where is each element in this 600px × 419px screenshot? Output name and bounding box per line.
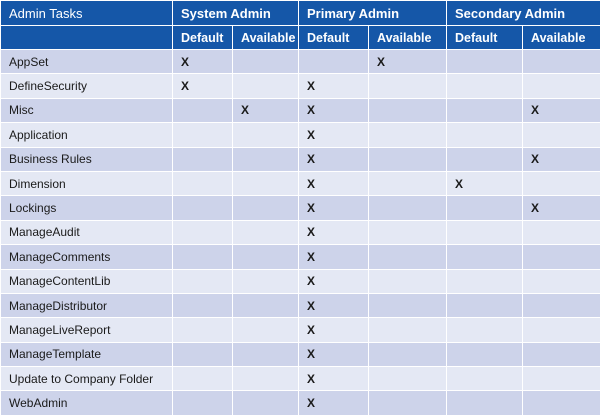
cell-primary-available [369, 342, 447, 366]
task-name: ManageDistributor [1, 293, 173, 317]
cell-primary-default: X [299, 147, 369, 171]
table-body [1, 50, 600, 416]
table-row [1, 367, 600, 391]
cell-primary-available [369, 391, 447, 415]
cell-system-available [233, 220, 299, 244]
table-row [1, 147, 600, 171]
cell-secondary-available: X [523, 196, 600, 220]
cell-system-available [233, 50, 299, 74]
header-primary-default: Default [299, 26, 369, 50]
cell-primary-default: X [299, 196, 369, 220]
table-row [1, 342, 600, 366]
task-name: Application [1, 123, 173, 147]
header-system-default: Default [173, 26, 233, 50]
cell-system-available [233, 269, 299, 293]
cell-secondary-available [523, 123, 600, 147]
cell-system-default [173, 123, 233, 147]
cell-secondary-available: X [523, 98, 600, 122]
header-row-subcolumns [1, 26, 600, 50]
cell-system-available [233, 123, 299, 147]
cell-primary-available [369, 220, 447, 244]
header-blank [1, 26, 173, 50]
table-row [1, 74, 600, 98]
cell-secondary-default [447, 220, 523, 244]
cell-system-default [173, 367, 233, 391]
cell-secondary-default: X [447, 171, 523, 195]
task-name: Lockings [1, 196, 173, 220]
header-system-admin: System Admin [173, 1, 299, 26]
cell-system-default: X [173, 74, 233, 98]
cell-secondary-default [447, 318, 523, 342]
cell-secondary-default [447, 391, 523, 415]
table-row [1, 171, 600, 195]
header-primary-available: Available [369, 26, 447, 50]
task-name: Business Rules [1, 147, 173, 171]
header-system-available: Available [233, 26, 299, 50]
cell-primary-available [369, 293, 447, 317]
cell-primary-available [369, 318, 447, 342]
cell-secondary-default [447, 196, 523, 220]
cell-secondary-available [523, 74, 600, 98]
cell-system-available [233, 342, 299, 366]
cell-primary-available: X [369, 50, 447, 74]
cell-system-available [233, 367, 299, 391]
table-row [1, 245, 600, 269]
cell-primary-default: X [299, 342, 369, 366]
cell-system-default [173, 220, 233, 244]
cell-primary-default: X [299, 220, 369, 244]
cell-primary-default: X [299, 269, 369, 293]
cell-primary-default: X [299, 245, 369, 269]
cell-secondary-available [523, 245, 600, 269]
cell-secondary-available [523, 220, 600, 244]
cell-secondary-available [523, 367, 600, 391]
cell-secondary-default [447, 50, 523, 74]
cell-system-available [233, 293, 299, 317]
table-row [1, 220, 600, 244]
table-row [1, 269, 600, 293]
cell-secondary-available: X [523, 147, 600, 171]
cell-secondary-default [447, 123, 523, 147]
cell-secondary-default [447, 367, 523, 391]
cell-system-default [173, 391, 233, 415]
cell-primary-default: X [299, 74, 369, 98]
cell-system-available [233, 245, 299, 269]
cell-secondary-default [447, 98, 523, 122]
cell-primary-default: X [299, 293, 369, 317]
cell-primary-available [369, 269, 447, 293]
cell-primary-default: X [299, 367, 369, 391]
cell-primary-available [369, 147, 447, 171]
cell-secondary-available [523, 318, 600, 342]
cell-primary-default: X [299, 98, 369, 122]
cell-system-available [233, 171, 299, 195]
task-name: DefineSecurity [1, 74, 173, 98]
header-admin-tasks: Admin Tasks [1, 1, 173, 26]
cell-secondary-available [523, 269, 600, 293]
cell-primary-available [369, 196, 447, 220]
cell-primary-available [369, 74, 447, 98]
cell-secondary-default [447, 293, 523, 317]
cell-primary-available [369, 367, 447, 391]
cell-system-available [233, 391, 299, 415]
cell-secondary-default [447, 147, 523, 171]
task-name: Misc [1, 98, 173, 122]
cell-system-available [233, 74, 299, 98]
cell-system-default [173, 342, 233, 366]
table-row [1, 98, 600, 122]
cell-secondary-default [447, 269, 523, 293]
cell-secondary-default [447, 74, 523, 98]
cell-system-default: X [173, 50, 233, 74]
task-name: ManageAudit [1, 220, 173, 244]
table-row [1, 196, 600, 220]
task-name: ManageContentLib [1, 269, 173, 293]
cell-secondary-available [523, 391, 600, 415]
cell-primary-available [369, 171, 447, 195]
cell-system-available [233, 318, 299, 342]
cell-primary-default [299, 50, 369, 74]
task-name: ManageTemplate [1, 342, 173, 366]
table-row [1, 391, 600, 415]
cell-system-default [173, 171, 233, 195]
cell-primary-available [369, 245, 447, 269]
task-name: Update to Company Folder [1, 367, 173, 391]
cell-primary-available [369, 98, 447, 122]
cell-primary-available [369, 123, 447, 147]
cell-secondary-default [447, 245, 523, 269]
cell-secondary-default [447, 342, 523, 366]
task-name: AppSet [1, 50, 173, 74]
header-secondary-available: Available [523, 26, 600, 50]
cell-system-default [173, 196, 233, 220]
cell-primary-default: X [299, 123, 369, 147]
table-row [1, 293, 600, 317]
cell-system-available [233, 147, 299, 171]
header-secondary-default: Default [447, 26, 523, 50]
table-row [1, 318, 600, 342]
task-name: Dimension [1, 171, 173, 195]
cell-system-available [233, 196, 299, 220]
cell-primary-default: X [299, 391, 369, 415]
cell-system-default [173, 147, 233, 171]
cell-primary-default: X [299, 318, 369, 342]
cell-system-default [173, 293, 233, 317]
cell-system-default [173, 269, 233, 293]
cell-system-default [173, 98, 233, 122]
cell-system-default [173, 318, 233, 342]
cell-system-default [173, 245, 233, 269]
table-row [1, 123, 600, 147]
header-primary-admin: Primary Admin [299, 1, 447, 26]
cell-secondary-available [523, 293, 600, 317]
task-name: ManageComments [1, 245, 173, 269]
header-row-groups [1, 1, 600, 26]
header-secondary-admin: Secondary Admin [447, 1, 600, 26]
cell-secondary-available [523, 171, 600, 195]
cell-secondary-available [523, 50, 600, 74]
table-row [1, 50, 600, 74]
cell-secondary-available [523, 342, 600, 366]
task-name: WebAdmin [1, 391, 173, 415]
cell-system-available: X [233, 98, 299, 122]
task-name: ManageLiveReport [1, 318, 173, 342]
cell-primary-default: X [299, 171, 369, 195]
